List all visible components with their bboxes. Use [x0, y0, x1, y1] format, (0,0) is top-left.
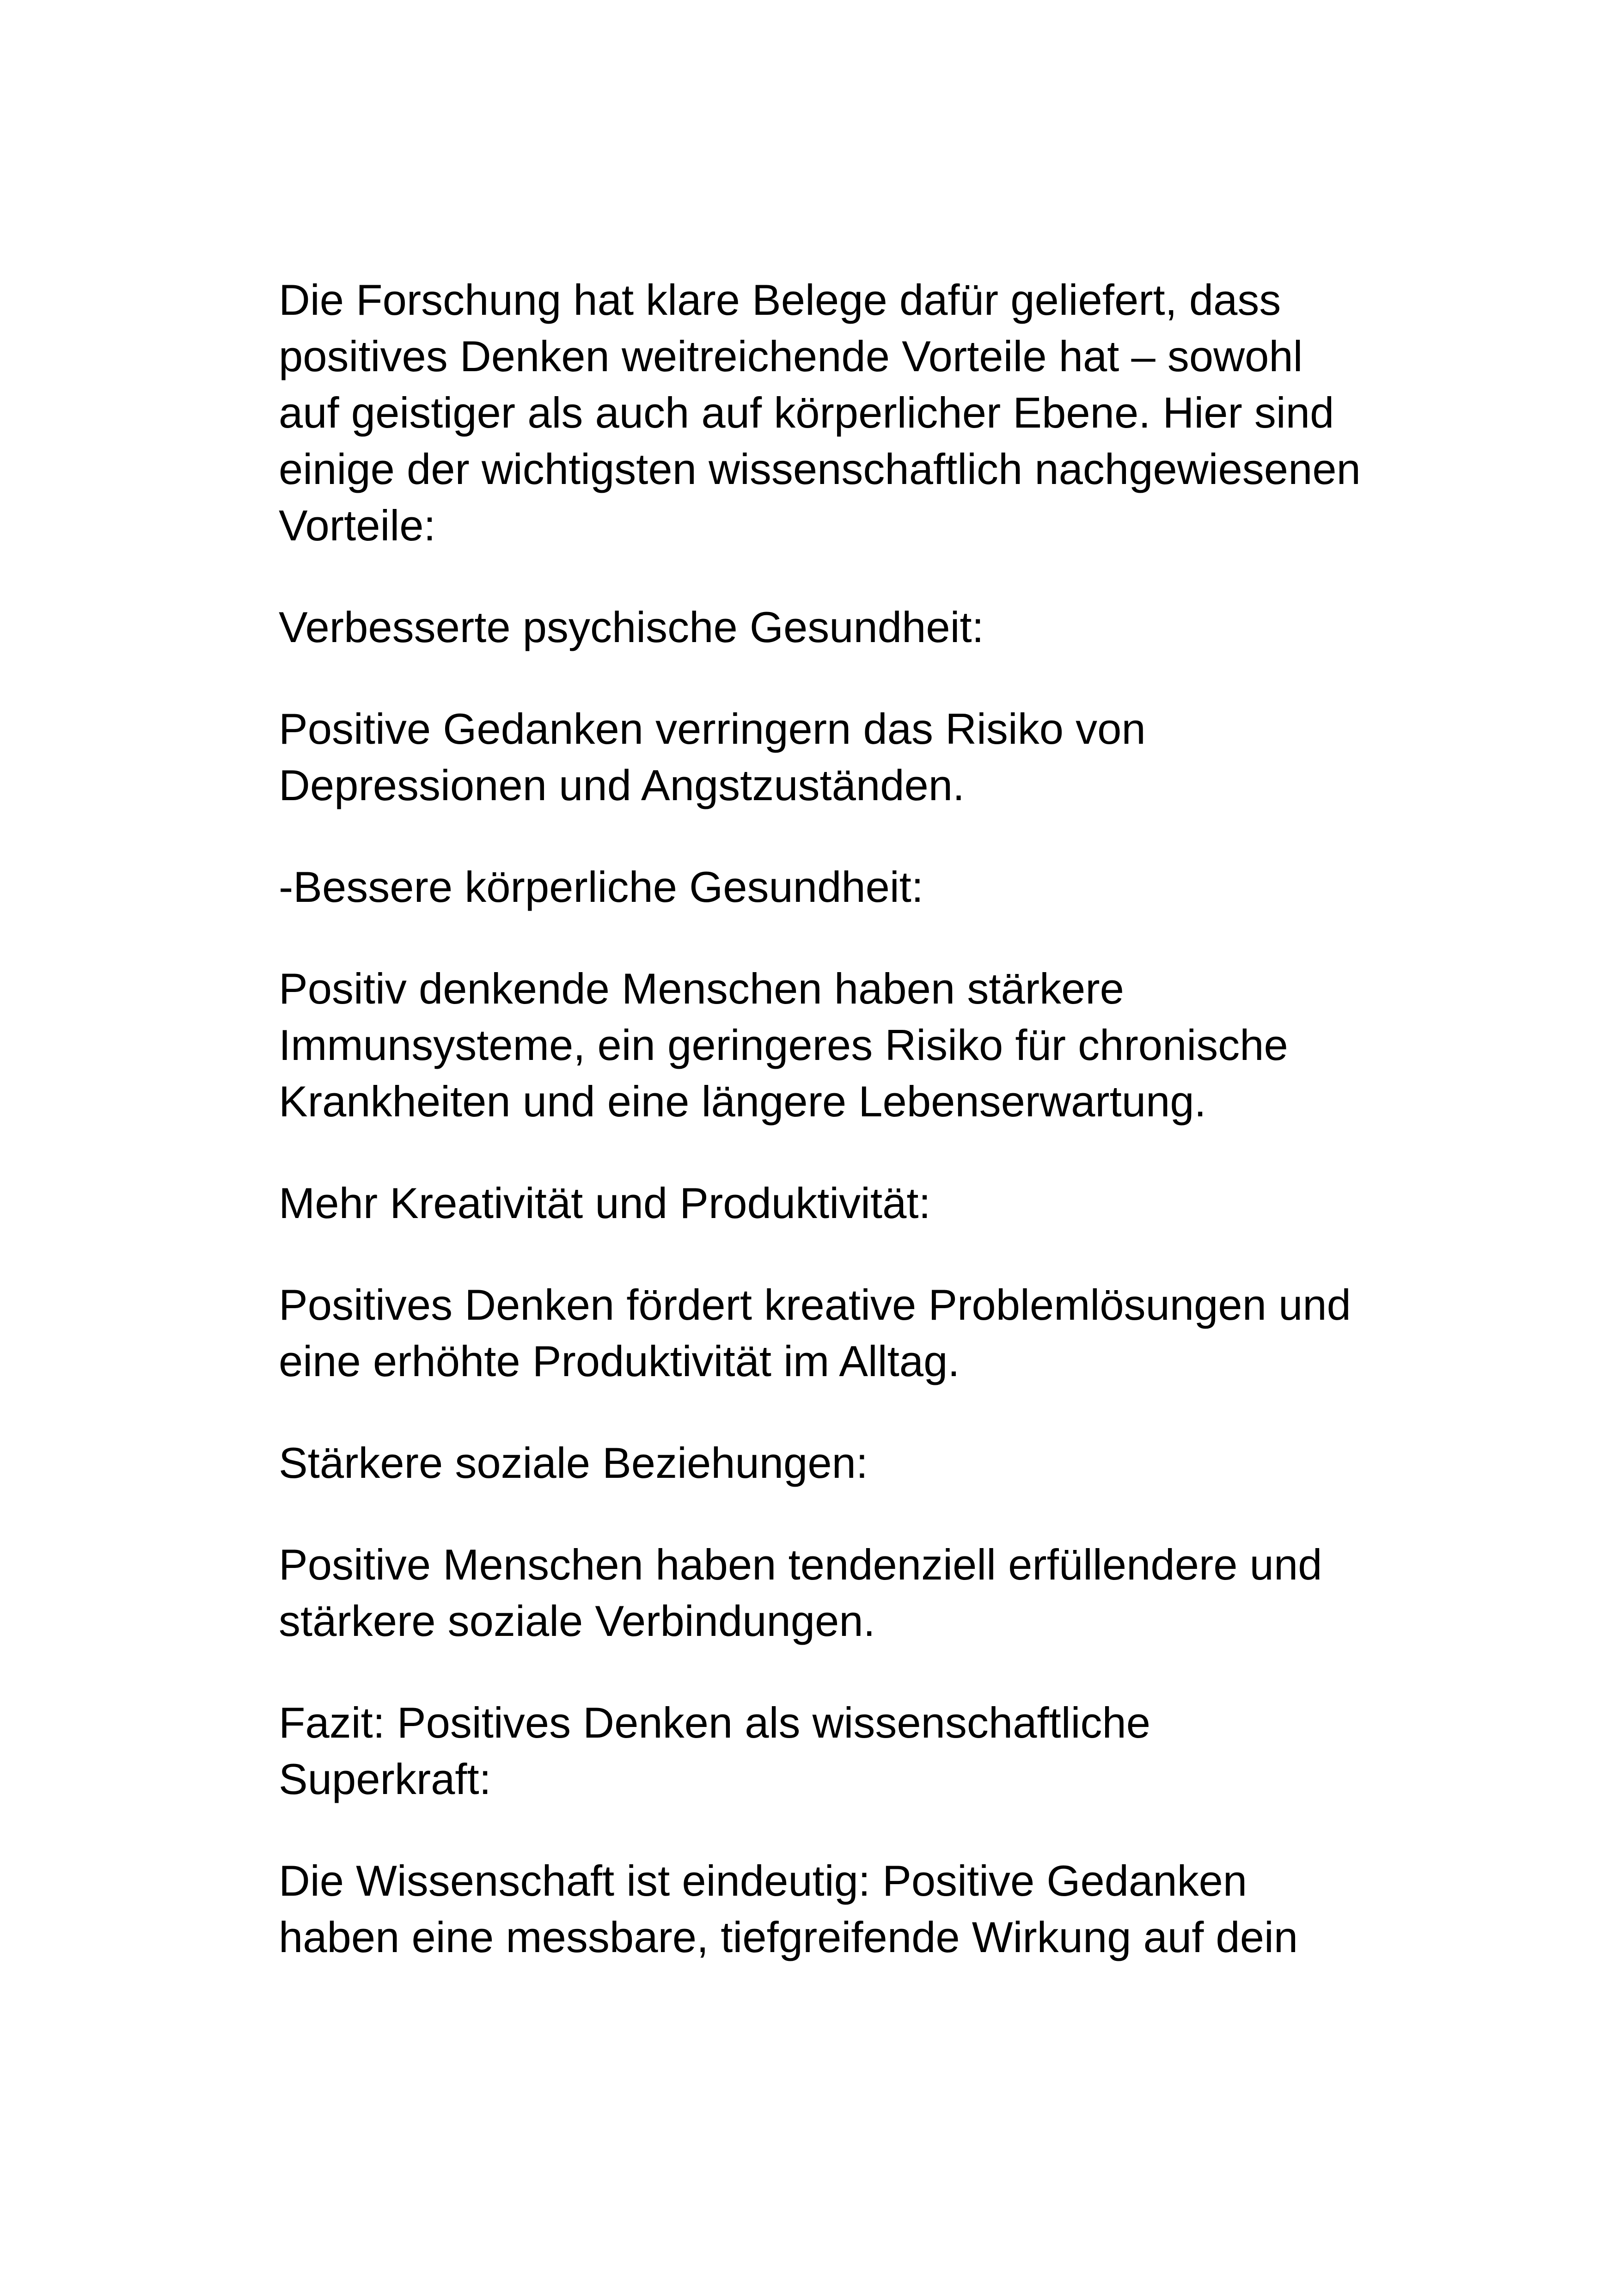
text-line: Mehr Kreativität und Produktivität:	[279, 1179, 931, 1227]
document-body	[279, 272, 1360, 2011]
text-line: positives Denken weitreichende Vorteile hat – sowohl	[279, 332, 1303, 380]
text-line: Positives Denken fördert kreative Problemlösungen und	[279, 1280, 1351, 1329]
section-heading-creativity	[279, 1175, 1360, 1231]
text-line: Positive Gedanken verringern das Risiko von	[279, 704, 1146, 753]
text-line: Die Forschung hat klare Belege dafür geliefert, dass	[279, 276, 1281, 324]
text-line: -Bessere körperliche Gesundheit:	[279, 863, 924, 911]
text-line: Immunsysteme, ein geringeres Risiko für chronische	[279, 1021, 1288, 1069]
text-line: Depressionen und Angstzuständen.	[279, 761, 965, 809]
section-heading-physical-health	[279, 859, 1360, 915]
section-body-conclusion	[279, 1853, 1360, 1965]
text-line: Positiv denkende Menschen haben stärkere	[279, 964, 1124, 1013]
text-line: Die Wissenschaft ist eindeutig: Positive Gedanken	[279, 1856, 1247, 1905]
text-line: einige der wichtigsten wissenschaftlich nachgewiesenen	[279, 445, 1361, 493]
section-body-relationships	[279, 1537, 1360, 1649]
section-heading-mental-health	[279, 599, 1360, 655]
section-body-physical-health	[279, 961, 1360, 1130]
text-line: haben eine messbare, tiefgreifende Wirkung auf dein	[279, 1913, 1298, 1961]
intro-paragraph	[279, 272, 1360, 554]
text-line: Fazit: Positives Denken als wissenschaftliche	[279, 1698, 1151, 1747]
text-line: Vorteile:	[279, 501, 436, 550]
text-line: Stärkere soziale Beziehungen:	[279, 1439, 868, 1487]
text-line: Positive Menschen haben tendenziell erfüllendere und	[279, 1540, 1322, 1589]
text-line: Krankheiten und eine längere Lebenserwartung.	[279, 1077, 1206, 1126]
text-line: eine erhöhte Produktivität im Alltag.	[279, 1337, 960, 1385]
text-line: auf geistiger als auch auf körperlicher Ebene. Hier sind	[279, 388, 1334, 437]
section-heading-relationships	[279, 1435, 1360, 1491]
text-line: stärkere soziale Verbindungen.	[279, 1597, 875, 1645]
text-line: Verbesserte psychische Gesundheit:	[279, 603, 984, 651]
section-heading-conclusion	[279, 1695, 1360, 1807]
section-body-creativity	[279, 1277, 1360, 1390]
section-body-mental-health	[279, 701, 1360, 814]
text-line: Superkraft:	[279, 1755, 491, 1803]
